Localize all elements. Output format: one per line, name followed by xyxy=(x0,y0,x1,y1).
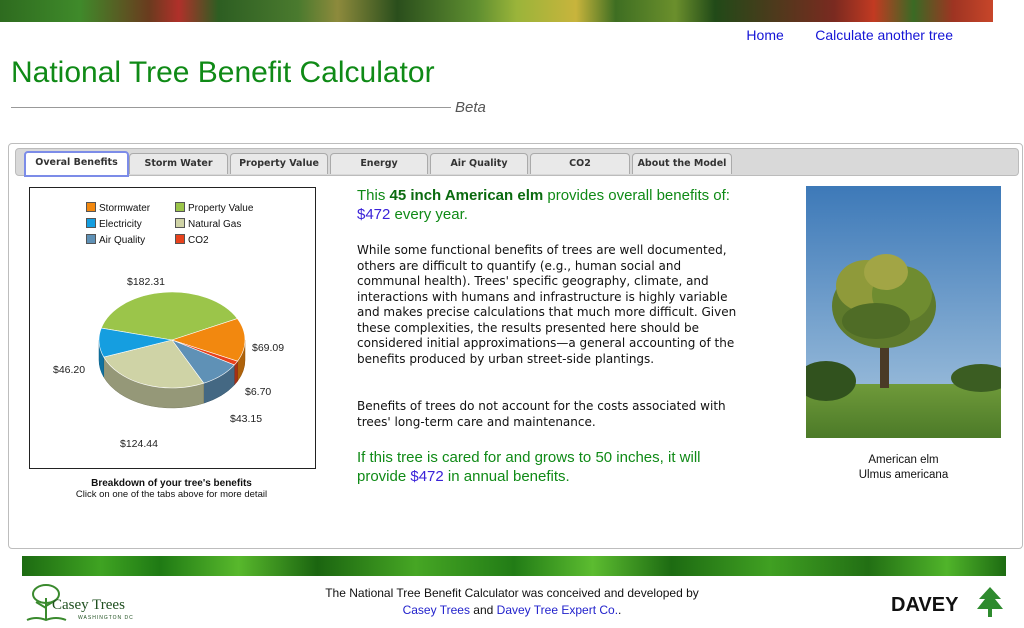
tab-bar xyxy=(15,148,1019,176)
legend-item-electricity: Electricity xyxy=(86,218,142,230)
tab-overall-benefits[interactable]: Overal Benefits xyxy=(24,151,129,177)
tree-common-name: American elm xyxy=(868,454,939,466)
tree-description: 45 inch American elm xyxy=(389,187,544,204)
davey-logo[interactable]: DAVEY xyxy=(891,594,959,616)
home-link[interactable]: Home xyxy=(746,27,784,43)
benefits-pie-chart-box[interactable] xyxy=(29,187,316,469)
future-benefit-text: If this tree is cared for and grows to 50 inches, it will provide $472 in annual benefits. xyxy=(357,449,701,485)
calculate-another-link[interactable]: Calculate another tree xyxy=(815,27,953,43)
casey-trees-link[interactable]: Casey Trees xyxy=(402,603,470,617)
davey-tree-link[interactable]: Davey Tree Expert Co. xyxy=(496,603,619,617)
chart-caption-title: Breakdown of your tree's benefits xyxy=(91,478,252,489)
legend-swatch xyxy=(86,218,96,228)
description-paragraph: While some functional benefits of trees are well documented, others are difficult to quantify (e.g., human social and communal health). Trees' specific geography, climate, and interactions with humans and infrastructure is highly variable and makes precise calculations that much more difficult. Given these complexities, the results presented here should be considered initial approximations—a general accounting of the benefits produced by urban street-side plantings. xyxy=(357,243,737,366)
top-nav xyxy=(719,27,953,44)
annual-benefit-amount: $472 xyxy=(357,206,391,223)
tree-photo xyxy=(806,186,1001,438)
legend-swatch xyxy=(175,202,185,212)
benefits-pie-chart[interactable] xyxy=(30,188,315,468)
legend-swatch xyxy=(86,234,96,244)
legend-item-property-value: Property Value xyxy=(175,202,253,214)
legend-item-air-quality: Air Quality xyxy=(86,234,145,246)
legend-swatch xyxy=(175,234,185,244)
pie-label-natural-gas: $124.44 xyxy=(120,438,158,450)
title-divider xyxy=(11,107,451,108)
footer-credits: The National Tree Benefit Calculator was conceived and developed by Casey Trees and Davey Tree Expert Co.. xyxy=(325,586,699,617)
benefit-summary: This 45 inch American elm provides overall benefits of: $472 every year. xyxy=(357,187,730,223)
davey-tree-icon xyxy=(975,585,1005,619)
costs-note-paragraph: Benefits of trees do not account for the costs associated with trees' long-term care and maintenance. xyxy=(357,399,726,429)
beta-label: Beta xyxy=(455,99,486,116)
tab-property-value[interactable]: Property Value xyxy=(230,153,328,174)
future-benefit-amount: $472 xyxy=(410,468,444,485)
pie-label-co2: $6.70 xyxy=(245,386,272,398)
page-title: National Tree Benefit Calculator xyxy=(11,56,435,89)
casey-trees-wordmark: Casey Trees xyxy=(52,597,125,613)
american-elm-photo xyxy=(806,186,1001,438)
tab-air-quality[interactable]: Air Quality xyxy=(430,153,528,174)
casey-trees-location: WASHINGTON DC xyxy=(78,615,134,621)
tab-energy[interactable]: Energy xyxy=(330,153,428,174)
legend-item-natural-gas: Natural Gas xyxy=(175,218,241,230)
legend-item-co2: CO2 xyxy=(175,234,209,246)
tab-about-the-model[interactable]: About the Model xyxy=(632,153,732,174)
legend-swatch xyxy=(86,202,96,212)
pie-label-air-quality: $43.15 xyxy=(230,413,263,425)
pie-label-property-value: $182.31 xyxy=(127,276,165,288)
tab-co2[interactable]: CO2 xyxy=(530,153,630,174)
pie-label-stormwater: $69.09 xyxy=(252,342,285,354)
legend-swatch xyxy=(175,218,185,228)
tab-storm-water[interactable]: Storm Water xyxy=(129,153,228,174)
chart-caption-subtitle: Click on one of the tabs above for more detail xyxy=(75,489,268,500)
footer-grass-image xyxy=(22,556,1006,576)
chart-caption xyxy=(29,478,314,500)
legend-item-stormwater: Stormwater xyxy=(86,202,150,214)
pie-label-electricity: $46.20 xyxy=(53,364,86,376)
header-banner-image xyxy=(0,0,993,22)
tree-latin-name: Ulmus americana xyxy=(858,469,949,481)
tree-photo-caption xyxy=(806,453,1001,483)
